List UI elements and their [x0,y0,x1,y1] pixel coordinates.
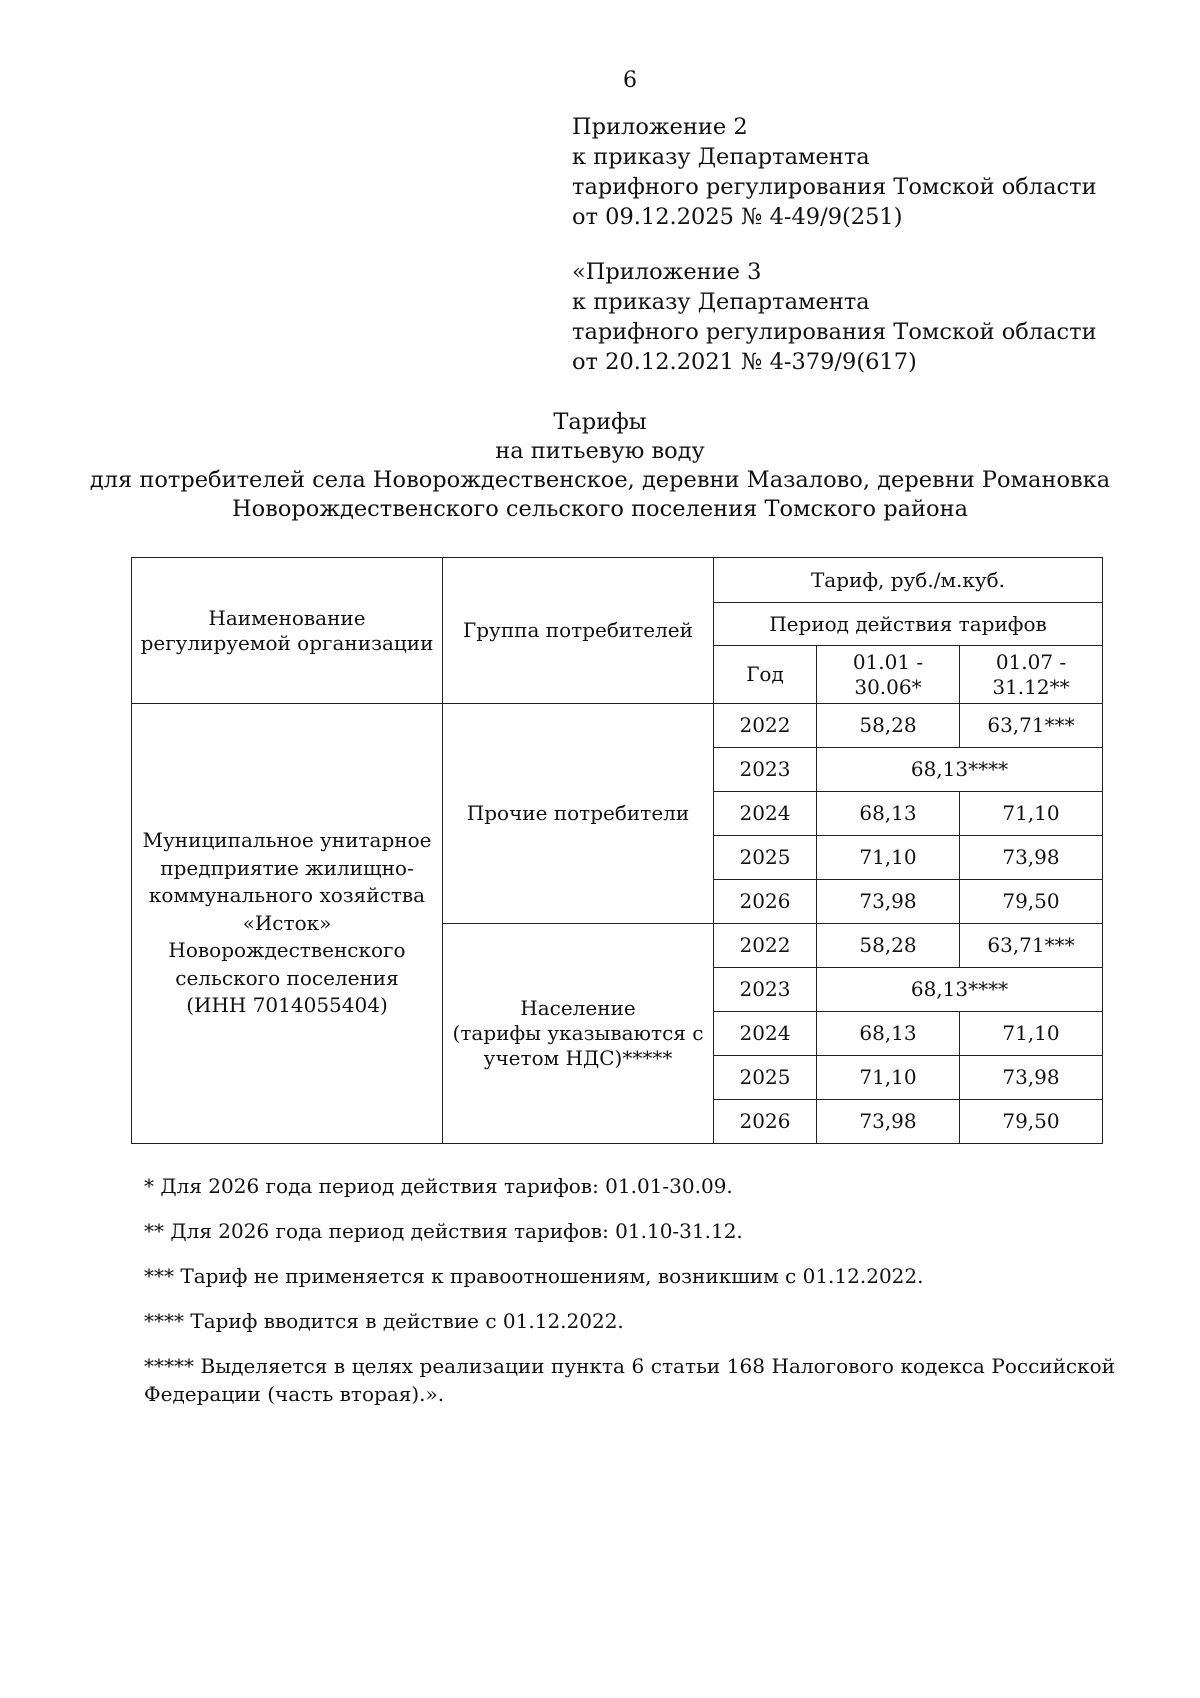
header-org: Наименование регулируемой организации [132,558,443,704]
year-cell: 2025 [714,836,817,880]
tariff-cell: 68,13 [817,1012,960,1056]
tariff-cell: 79,50 [960,1100,1103,1144]
tariff-cell: 63,71*** [960,704,1103,748]
org-line: «Исток» [242,910,332,935]
tariff-cell: 71,10 [817,836,960,880]
tariff-cell: 79,50 [960,880,1103,924]
appendix-2-line: к приказу Департамента [572,144,870,170]
header-half1: 01.01 - 30.06* [817,646,960,704]
tariff-cell: 68,13 [817,792,960,836]
appendix-2-line: от 09.12.2025 № 4-49/9(251) [572,204,903,230]
tariff-cell: 73,98 [960,1056,1103,1100]
tariff-cell: 73,98 [817,1100,960,1144]
group-other-cell: Прочие потребители [443,704,714,924]
org-line: Новорождественского [168,938,406,963]
appendix-3-line: «Приложение 3 [572,259,762,285]
tariff-merged-cell: 68,13**** [817,748,1103,792]
year-cell: 2022 [714,704,817,748]
footnote: * Для 2026 года период действия тарифов: 01.01-30.09. [144,1174,733,1198]
appendix-2-line: Приложение 2 [572,114,748,140]
org-line: сельского поселения [175,965,399,990]
tariff-cell: 73,98 [817,880,960,924]
appendix-3-header [572,257,1097,377]
title-line: на питьевую воду [495,438,705,464]
tariff-cell: 58,28 [817,704,960,748]
group-population-cell [443,924,714,1144]
year-cell: 2024 [714,1012,817,1056]
tariff-cell: 58,28 [817,924,960,968]
organization-cell [132,704,443,1144]
tariff-cell: 71,10 [960,1012,1103,1056]
org-line: (ИНН 7014055404) [186,993,388,1018]
table-header-row [132,558,1103,603]
year-cell: 2022 [714,924,817,968]
org-line: коммунального хозяйства [148,883,426,908]
tariff-cell: 71,10 [960,792,1103,836]
table-row [132,704,1103,748]
tariff-cell: 73,98 [960,836,1103,880]
year-cell: 2023 [714,748,817,792]
year-cell: 2026 [714,880,817,924]
year-cell: 2024 [714,792,817,836]
group-population-line: учетом НДС)***** [483,1046,673,1070]
group-population-line: Население [520,996,636,1020]
year-cell: 2025 [714,1056,817,1100]
appendix-2-line: тарифного регулирования Томской области [572,174,1097,200]
org-line: Муниципальное унитарное [142,828,432,853]
footnotes [144,1172,1115,1425]
tariff-merged-cell: 68,13**** [817,968,1103,1012]
org-line: предприятие жилищно- [160,855,414,880]
appendix-2-header [572,112,1097,232]
appendix-3-line: к приказу Департамента [572,289,870,315]
title-line: Тарифы [553,409,647,435]
tariff-cell: 71,10 [817,1056,960,1100]
footnote: ***** Выделяется в целях реализации пункта 6 статьи 168 Налогового кодекса Российской Федерации (часть вторая).». [144,1354,1115,1406]
footnote: *** Тариф не применяется к правоотношениям, возникшим с 01.12.2022. [144,1264,924,1288]
header-tariff: Тариф, руб./м.куб. [714,558,1103,603]
title-line: Новорождественского сельского поселения Томского района [231,496,968,522]
group-population-line: (тарифы указываются с [452,1021,704,1045]
tariff-cell: 63,71*** [960,924,1103,968]
title-line: для потребителей села Новорождественское, деревни Мазалово, деревни Романовка [89,467,1111,493]
year-cell: 2023 [714,968,817,1012]
year-cell: 2026 [714,1100,817,1144]
header-year: Год [714,646,817,704]
header-group: Группа потребителей [443,558,714,704]
footnote: ** Для 2026 года период действия тарифов: 01.10-31.12. [144,1219,743,1243]
page-number: 6 [623,68,637,93]
header-half2: 01.07 - 31.12** [960,646,1103,704]
appendix-3-line: тарифного регулирования Томской области [572,319,1097,345]
document-title [0,408,1200,524]
footnote: **** Тариф вводится в действие с 01.12.2022. [144,1309,624,1333]
appendix-3-line: от 20.12.2021 № 4-379/9(617) [572,349,917,375]
tariff-table [131,557,1103,1144]
header-period: Период действия тарифов [714,603,1103,646]
